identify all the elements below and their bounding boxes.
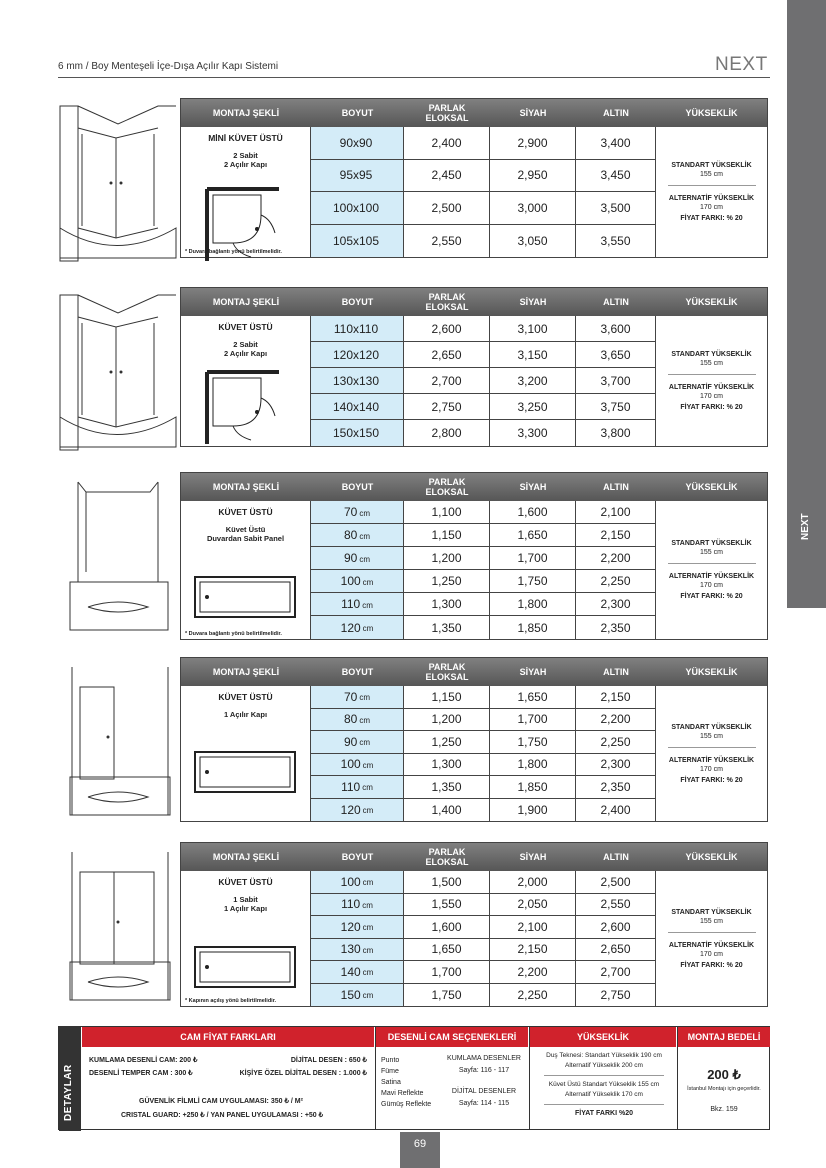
price-table xyxy=(180,287,768,447)
price-altin: 2,700 xyxy=(576,961,656,983)
table-row xyxy=(311,368,656,394)
size-cell: 100 cm xyxy=(311,754,404,776)
montaj-cell: MİNİ KÜVET ÜSTÜ 2 Sabit 2 Açılır Kapı * Duvara bağlantı yönü belirtilmelidir. xyxy=(181,127,311,257)
table-header: MONTAJ ŞEKLİ BOYUT PARLAK ELOKSAL SİYAH ALTIN YÜKSEKLİK xyxy=(181,288,767,316)
price-siyah: 2,150 xyxy=(490,939,576,961)
price-altin: 3,400 xyxy=(576,127,656,159)
price-siyah: 2,950 xyxy=(490,160,576,192)
size-cell: 100x100 xyxy=(311,192,404,224)
size-cell: 120 cm xyxy=(311,616,404,639)
table-row xyxy=(311,709,656,732)
desenli-header: DESENLİ CAM SEÇENEKLERİ xyxy=(376,1027,528,1047)
size-cell: 120x120 xyxy=(311,342,404,367)
yukseklik-cell: STANDART YÜKSEKLİK 155 cm ALTERNATİF YÜKSEKLİK 170 cm FİYAT FARKI: % 20 xyxy=(668,723,755,784)
price-siyah: 2,900 xyxy=(490,127,576,159)
table-row xyxy=(311,342,656,368)
montaj-subtitle: Küvet Üstü Duvardan Sabit Panel xyxy=(206,525,285,543)
table-row xyxy=(311,916,656,939)
price-altin: 2,100 xyxy=(576,501,656,523)
header-divider xyxy=(58,77,770,78)
price-parlak: 1,700 xyxy=(404,961,490,983)
price-table xyxy=(180,842,768,1007)
price-parlak: 1,600 xyxy=(404,916,490,938)
montaj-subtitle: 1 Açılır Kapı xyxy=(223,710,268,719)
table-row xyxy=(311,316,656,342)
size-cell: 130x130 xyxy=(311,368,404,393)
price-altin: 2,300 xyxy=(576,593,656,615)
price-altin: 2,200 xyxy=(576,709,656,731)
price-parlak: 2,650 xyxy=(404,342,490,367)
size-cell: 120 cm xyxy=(311,916,404,938)
price-parlak: 2,400 xyxy=(404,127,490,159)
price-altin: 2,250 xyxy=(576,570,656,592)
table-row xyxy=(311,225,656,258)
side-tab-label: NEXT xyxy=(800,513,811,540)
yukseklik-cell: STANDART YÜKSEKLİK 155 cm ALTERNATİF YÜKSEKLİK 170 cm FİYAT FARKI: % 20 xyxy=(668,351,755,411)
price-parlak: 2,800 xyxy=(404,420,490,446)
price-altin: 2,400 xyxy=(576,799,656,822)
montaj-subtitle: 2 Sabit 2 Açılır Kapı xyxy=(223,340,268,358)
price-siyah: 3,250 xyxy=(490,394,576,419)
table-row xyxy=(311,593,656,616)
price-siyah: 3,150 xyxy=(490,342,576,367)
price-altin: 2,350 xyxy=(576,776,656,798)
yukseklik-cell: STANDART YÜKSEKLİK 155 cm ALTERNATİF YÜKSEKLİK 170 cm FİYAT FARKI: % 20 xyxy=(668,540,755,600)
price-siyah: 1,750 xyxy=(490,570,576,592)
price-parlak: 2,500 xyxy=(404,192,490,224)
desen-list: Punto Füme Satina Mavi Reflekte Gümüş Reflekte xyxy=(381,1057,432,1108)
product-illustration xyxy=(58,842,178,1017)
cam-header: CAM FİYAT FARKLARI xyxy=(82,1027,374,1047)
table-row xyxy=(311,394,656,420)
size-cell: 100 cm xyxy=(311,570,404,592)
montaj-cell: KÜVET ÜSTÜ 1 Açılır Kapı xyxy=(181,686,311,821)
brand-logo: NEXT xyxy=(715,54,768,75)
table-row xyxy=(311,871,656,894)
size-cell: 140x140 xyxy=(311,394,404,419)
price-altin: 2,650 xyxy=(576,939,656,961)
price-parlak: 1,150 xyxy=(404,686,490,708)
table-header: MONTAJ ŞEKLİ BOYUT PARLAK ELOKSAL SİYAH ALTIN YÜKSEKLİK xyxy=(181,473,767,501)
table-row xyxy=(311,501,656,524)
cam-prices: KUMLAMA DESENLİ CAM: 200 ₺ DİJİTAL DESEN : 650 ₺ DESENLİ TEMPER CAM : 300 ₺ KİŞİYE ÖZEL DİJİTAL DESEN : 1.000 ₺ GÜVENLİK FİLMLİ CAM UYGULAMASI: 350 ₺ / M² CRISTAL GUARD: +250 ₺ / YAN PANEL UYGULAMASI : +50 ₺ xyxy=(89,1057,367,1119)
price-altin: 2,600 xyxy=(576,916,656,938)
price-altin: 3,800 xyxy=(576,420,656,446)
table-row xyxy=(311,939,656,962)
price-altin: 2,150 xyxy=(576,686,656,708)
size-cell: 110 cm xyxy=(311,593,404,615)
montaj-subtitle: 2 Sabit 2 Açılır Kapı xyxy=(223,151,268,169)
price-siyah: 3,300 xyxy=(490,420,576,446)
yukseklik-cell: STANDART YÜKSEKLİK 155 cm ALTERNATİF YÜKSEKLİK 170 cm FİYAT FARKI: % 20 xyxy=(668,908,755,969)
size-cell: 100 cm xyxy=(311,871,404,893)
price-parlak: 1,200 xyxy=(404,547,490,569)
size-cell: 70 cm xyxy=(311,686,404,708)
table-header: MONTAJ ŞEKLİ BOYUT PARLAK ELOKSAL SİYAH ALTIN YÜKSEKLİK xyxy=(181,99,767,127)
product-illustration xyxy=(58,98,178,273)
price-siyah: 1,900 xyxy=(490,799,576,822)
table-row xyxy=(311,547,656,570)
price-siyah: 1,700 xyxy=(490,709,576,731)
price-siyah: 3,100 xyxy=(490,316,576,341)
table-row xyxy=(311,570,656,593)
size-cell: 110 cm xyxy=(311,776,404,798)
table-row xyxy=(311,524,656,547)
price-parlak: 2,750 xyxy=(404,394,490,419)
price-altin: 2,500 xyxy=(576,871,656,893)
table-row xyxy=(311,961,656,984)
price-siyah: 1,650 xyxy=(490,524,576,546)
price-altin: 2,300 xyxy=(576,754,656,776)
price-parlak: 1,250 xyxy=(404,570,490,592)
size-cell: 130 cm xyxy=(311,939,404,961)
price-siyah: 1,700 xyxy=(490,547,576,569)
table-row xyxy=(311,984,656,1007)
montaj-subtitle: 1 Sabit 1 Açılır Kapı xyxy=(223,895,268,913)
product-illustration xyxy=(58,287,178,462)
price-altin: 3,750 xyxy=(576,394,656,419)
price-table xyxy=(180,657,768,822)
price-siyah: 3,050 xyxy=(490,225,576,258)
table-row xyxy=(311,192,656,225)
price-parlak: 1,300 xyxy=(404,593,490,615)
price-parlak: 2,600 xyxy=(404,316,490,341)
size-cell: 70 cm xyxy=(311,501,404,523)
montaj-cell: KÜVET ÜSTÜ 1 Sabit 1 Açılır Kapı * Kapının açılış yönü belirtilmelidir. xyxy=(181,871,311,1006)
size-cell: 140 cm xyxy=(311,961,404,983)
price-siyah: 2,050 xyxy=(490,894,576,916)
size-cell: 90 cm xyxy=(311,547,404,569)
price-altin: 3,700 xyxy=(576,368,656,393)
montaj-cell: KÜVET ÜSTÜ 2 Sabit 2 Açılır Kapı xyxy=(181,316,311,446)
price-parlak: 1,150 xyxy=(404,524,490,546)
price-siyah: 1,800 xyxy=(490,754,576,776)
page-title: 6 mm / Boy Menteşeli İçe-Dışa Açılır Kapı Sistemi xyxy=(58,61,279,72)
table-header: MONTAJ ŞEKLİ BOYUT PARLAK ELOKSAL SİYAH ALTIN YÜKSEKLİK xyxy=(181,843,767,871)
price-table xyxy=(180,472,768,640)
details-side-label: DETAYLAR xyxy=(59,1027,81,1131)
size-cell: 150 cm xyxy=(311,984,404,1007)
price-altin: 2,350 xyxy=(576,616,656,639)
price-altin: 2,550 xyxy=(576,894,656,916)
price-parlak: 1,550 xyxy=(404,894,490,916)
details-section xyxy=(58,1026,770,1130)
price-parlak: 1,750 xyxy=(404,984,490,1007)
size-cell: 120 cm xyxy=(311,799,404,822)
price-altin: 2,750 xyxy=(576,984,656,1007)
price-parlak: 2,550 xyxy=(404,225,490,258)
product-illustration xyxy=(58,657,178,832)
table-header: MONTAJ ŞEKLİ BOYUT PARLAK ELOKSAL SİYAH ALTIN YÜKSEKLİK xyxy=(181,658,767,686)
price-altin: 2,150 xyxy=(576,524,656,546)
table-row xyxy=(311,686,656,709)
montaj-cell: KÜVET ÜSTÜ Küvet Üstü Duvardan Sabit Panel * Duvara bağlantı yönü belirtilmelidir. xyxy=(181,501,311,639)
price-siyah: 1,750 xyxy=(490,731,576,753)
product-illustration xyxy=(58,472,178,647)
price-parlak: 1,350 xyxy=(404,776,490,798)
price-parlak: 1,300 xyxy=(404,754,490,776)
price-parlak: 1,650 xyxy=(404,939,490,961)
size-cell: 90x90 xyxy=(311,127,404,159)
desen-pages: KUMLAMA DESENLER Sayfa: 116 - 117 DİJİTAL DESENLER Sayfa: 114 - 115 xyxy=(447,1055,521,1107)
price-parlak: 1,200 xyxy=(404,709,490,731)
price-parlak: 1,500 xyxy=(404,871,490,893)
table-row xyxy=(311,776,656,799)
price-parlak: 1,100 xyxy=(404,501,490,523)
price-siyah: 2,200 xyxy=(490,961,576,983)
price-siyah: 1,850 xyxy=(490,616,576,639)
size-cell: 95x95 xyxy=(311,160,404,192)
price-siyah: 3,200 xyxy=(490,368,576,393)
table-row xyxy=(311,127,656,160)
table-row xyxy=(311,894,656,917)
size-cell: 105x105 xyxy=(311,225,404,258)
yukseklik-details: Duş Teknesi: Standart Yükseklik 190 cm Alternatif Yükseklik 200 cm Küvet Üstü Standart Yükseklik 155 cm Alternatif Yükseklik 170 cm FİYAT FARKI %20 xyxy=(531,1047,677,1130)
table-row xyxy=(311,420,656,446)
price-parlak: 2,450 xyxy=(404,160,490,192)
yukseklik-header: YÜKSEKLİK xyxy=(530,1027,676,1047)
price-siyah: 1,600 xyxy=(490,501,576,523)
price-parlak: 1,250 xyxy=(404,731,490,753)
price-siyah: 2,250 xyxy=(490,984,576,1007)
size-cell: 110 cm xyxy=(311,894,404,916)
price-parlak: 1,350 xyxy=(404,616,490,639)
price-siyah: 2,000 xyxy=(490,871,576,893)
price-parlak: 1,400 xyxy=(404,799,490,822)
price-altin: 2,200 xyxy=(576,547,656,569)
size-cell: 80 cm xyxy=(311,524,404,546)
table-row xyxy=(311,799,656,822)
price-altin: 3,550 xyxy=(576,225,656,258)
table-row xyxy=(311,616,656,639)
size-cell: 150x150 xyxy=(311,420,404,446)
side-tab xyxy=(787,0,826,608)
price-altin: 3,450 xyxy=(576,160,656,192)
price-table xyxy=(180,98,768,258)
montaj-bedeli: 200 ₺ İstanbul Montajı için geçerlidir. Bkz. 159 xyxy=(687,1067,761,1113)
price-siyah: 1,800 xyxy=(490,593,576,615)
page-number: 69 xyxy=(400,1132,440,1168)
price-altin: 3,500 xyxy=(576,192,656,224)
price-siyah: 3,000 xyxy=(490,192,576,224)
yukseklik-cell: STANDART YÜKSEKLİK 155 cm ALTERNATİF YÜKSEKLİK 170 cm FİYAT FARKI: % 20 xyxy=(668,162,755,222)
table-row xyxy=(311,160,656,193)
price-siyah: 2,100 xyxy=(490,916,576,938)
price-siyah: 1,650 xyxy=(490,686,576,708)
size-cell: 90 cm xyxy=(311,731,404,753)
price-altin: 2,250 xyxy=(576,731,656,753)
price-altin: 3,650 xyxy=(576,342,656,367)
table-row xyxy=(311,731,656,754)
price-altin: 3,600 xyxy=(576,316,656,341)
price-siyah: 1,850 xyxy=(490,776,576,798)
table-row xyxy=(311,754,656,777)
size-cell: 80 cm xyxy=(311,709,404,731)
price-parlak: 2,700 xyxy=(404,368,490,393)
size-cell: 110x110 xyxy=(311,316,404,341)
montaj-header: MONTAJ BEDELİ xyxy=(678,1027,770,1047)
